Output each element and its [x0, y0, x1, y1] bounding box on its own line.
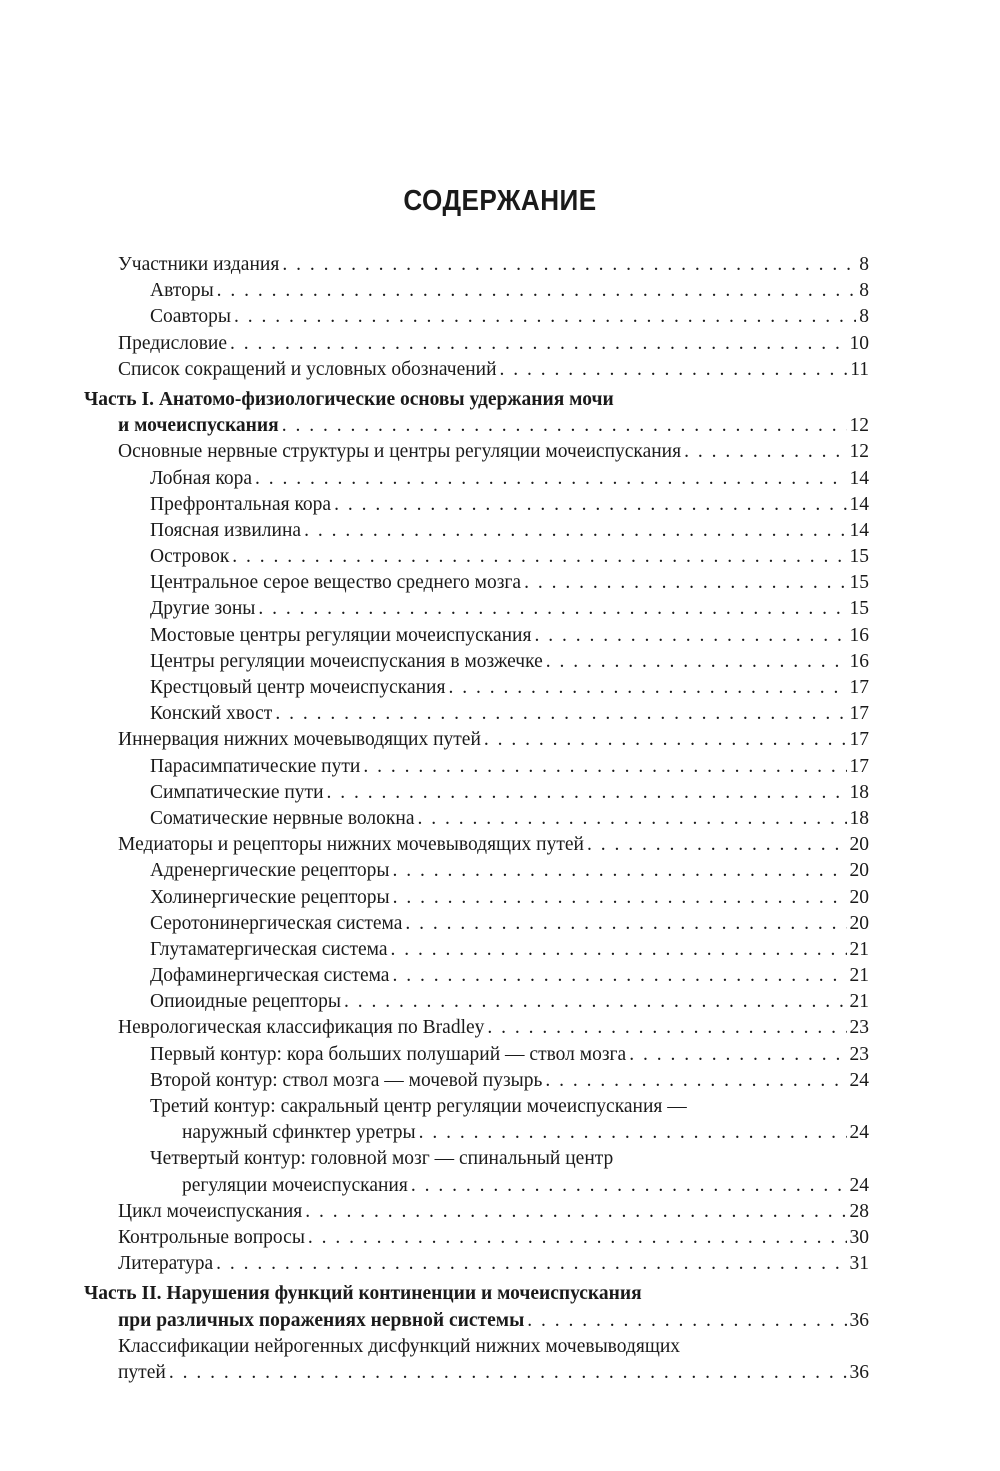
toc-entry-label: путей	[118, 1361, 166, 1383]
leader-dots	[534, 623, 846, 649]
toc-entry-label: Мостовые центры регуляции мочеиспускания	[150, 624, 532, 646]
toc-entry[interactable]	[0, 885, 1000, 911]
leader-dots	[327, 780, 847, 806]
toc-page-number: 16	[849, 650, 869, 672]
toc-entry[interactable]	[0, 1068, 1000, 1094]
toc-page-number: 8	[859, 306, 869, 328]
leader-dots	[234, 304, 856, 330]
toc-entry[interactable]	[0, 780, 1000, 806]
toc-entry-label: регуляции мочеиспускания	[182, 1174, 408, 1196]
toc-entry[interactable]	[0, 278, 1000, 304]
toc-entry[interactable]	[0, 806, 1000, 832]
leader-dots	[216, 1251, 846, 1277]
toc-entry-label: Третий контур: сакральный центр регуляции мочеиспускания —	[150, 1096, 687, 1117]
toc-page-number: 15	[849, 572, 869, 594]
toc-entry[interactable]	[0, 1042, 1000, 1068]
leader-dots	[405, 911, 846, 937]
toc-page-number: 8	[859, 280, 869, 302]
leader-dots	[419, 1120, 847, 1146]
leader-dots	[308, 1225, 847, 1251]
toc-entry[interactable]	[0, 623, 1000, 649]
leader-dots	[255, 466, 847, 492]
leader-dots	[363, 754, 846, 780]
toc-entry[interactable]	[0, 649, 1000, 675]
toc-entry-label: Соавторы	[150, 306, 231, 328]
toc-entry[interactable]	[0, 1146, 1000, 1172]
toc-page-number: 24	[849, 1069, 869, 1091]
toc-entry[interactable]	[0, 357, 1000, 383]
page-title: СОДЕРЖАНИЕ	[403, 185, 597, 218]
toc-entry[interactable]	[0, 675, 1000, 701]
leader-dots	[545, 1068, 846, 1094]
toc-entry-label: Иннервация нижних мочевыводящих путей	[118, 729, 481, 751]
leader-dots	[169, 1360, 847, 1386]
leader-dots	[258, 596, 846, 622]
toc-entry[interactable]	[0, 1199, 1000, 1225]
toc-entry[interactable]	[0, 727, 1000, 753]
toc-entry-label: Участники издания	[118, 254, 280, 275]
leader-dots	[487, 1015, 846, 1041]
toc-entry-cont[interactable]	[0, 1173, 1000, 1199]
leader-dots	[304, 518, 846, 544]
toc-page-number: 20	[849, 886, 869, 908]
toc-entry-label: Префронтальная кора	[150, 493, 332, 515]
toc-page-number: 20	[849, 860, 869, 882]
toc-page-number: 23	[849, 1017, 869, 1039]
toc-page-number: 21	[849, 938, 869, 960]
leader-dots	[587, 832, 847, 858]
leader-dots	[684, 439, 846, 465]
toc-page-number: 14	[849, 467, 869, 489]
toc-entry-label: Соматические нервные волокна	[150, 807, 415, 829]
toc-page-number: 28	[849, 1200, 869, 1222]
toc-entry[interactable]	[0, 1094, 1000, 1120]
toc-page-number: 8	[859, 254, 869, 275]
leader-dots	[232, 544, 846, 570]
toc-entry-label: Конский хвост	[150, 703, 273, 725]
toc-entry-label: Адренергические рецепторы	[150, 860, 390, 882]
toc-entry[interactable]	[0, 331, 1000, 357]
toc-entry[interactable]	[0, 832, 1000, 858]
toc-page-number: 12	[849, 441, 869, 463]
toc-entry-label: Опиоидные рецепторы	[150, 991, 341, 1013]
toc-page-number: 20	[849, 834, 869, 856]
toc-entry-label: Контрольные вопросы	[118, 1226, 305, 1248]
toc-entry-label: Второй контур: ствол мозга — мочевой пузырь	[150, 1069, 543, 1091]
toc-entry-cont[interactable]	[0, 1360, 1000, 1386]
toc-entry[interactable]	[0, 937, 1000, 963]
toc-part-heading[interactable]	[0, 387, 1000, 413]
toc-page-number: 17	[849, 729, 869, 751]
toc-entry-label: Дофаминергическая система	[150, 965, 390, 987]
toc-page-number: 24	[849, 1122, 869, 1144]
toc-page-number: 24	[849, 1174, 869, 1196]
toc-entry-label: Четвертый контур: головной мозг — спинальный центр	[150, 1148, 614, 1170]
toc-entry[interactable]	[0, 754, 1000, 780]
toc-page-number: 17	[849, 755, 869, 777]
toc-page-number: 21	[849, 965, 869, 987]
toc-page-number: 11	[850, 358, 869, 380]
toc-entry[interactable]	[0, 492, 1000, 518]
toc-entry[interactable]	[0, 858, 1000, 884]
leader-dots	[217, 278, 857, 304]
toc-page-number: 12	[849, 415, 869, 437]
leader-dots	[524, 570, 846, 596]
leader-dots	[334, 492, 846, 518]
toc-entry-label: Парасимпатические пути	[150, 755, 361, 777]
toc-page-number: 21	[849, 991, 869, 1013]
toc-entry-label: Классификации нейрогенных дисфункций нижних мочевыводящих	[118, 1335, 681, 1357]
toc-entry-cont[interactable]	[0, 1120, 1000, 1146]
leader-dots	[629, 1042, 846, 1068]
toc-entry-label: Центральное серое вещество среднего мозга	[150, 572, 522, 594]
leader-dots	[393, 885, 847, 911]
toc-entry-label: Часть I. Анатомо-физиологические основы удержания мочи	[84, 388, 614, 410]
toc-entry[interactable]	[0, 1251, 1000, 1277]
toc-entry-label: Авторы	[150, 280, 214, 302]
toc-entry-label: Цикл мочеиспускания	[118, 1200, 303, 1222]
toc-entry-label: Островок	[150, 546, 230, 568]
toc-entry-label: Глутаматергическая система	[150, 938, 388, 960]
toc-entry[interactable]	[0, 1015, 1000, 1041]
toc-page-number: 23	[849, 1043, 869, 1065]
toc-entry[interactable]	[0, 1334, 1000, 1360]
toc-entry[interactable]	[0, 518, 1000, 544]
toc-entry[interactable]	[0, 439, 1000, 465]
toc-entry[interactable]	[0, 466, 1000, 492]
leader-dots	[305, 1199, 846, 1225]
leader-dots	[546, 649, 847, 675]
toc-entry-label: при различных поражениях нервной системы	[118, 1309, 525, 1331]
toc-entry[interactable]	[0, 252, 1000, 278]
toc-entry-label: Неврологическая классификация по Bradley	[118, 1017, 485, 1039]
leader-dots	[448, 675, 846, 701]
toc-entry-label: Медиаторы и рецепторы нижних мочевыводящих путей	[118, 834, 584, 856]
toc-entry-label: Другие зоны	[150, 598, 256, 620]
leader-dots	[275, 701, 846, 727]
toc-entry[interactable]	[0, 963, 1000, 989]
toc-part-heading-cont[interactable]	[0, 413, 1000, 439]
toc-page-number: 36	[849, 1361, 869, 1383]
toc-entry-label: Симпатические пути	[150, 781, 324, 803]
toc-entry-label: Центры регуляции мочеиспускания в мозжечке	[150, 650, 543, 672]
toc-page-number: 20	[849, 912, 869, 934]
toc-part-heading-cont[interactable]	[0, 1308, 1000, 1334]
toc-page-number: 14	[849, 493, 869, 515]
toc-entry[interactable]	[0, 304, 1000, 330]
toc-page-number: 16	[849, 624, 869, 646]
toc-entry-label: Список сокращений и условных обозначений	[118, 358, 497, 380]
toc-entry-label: Холинергические рецепторы	[150, 886, 390, 908]
toc-page-number: 36	[849, 1309, 869, 1331]
toc-page-number: 14	[849, 519, 869, 541]
toc-entry-label: Часть II. Нарушения функций континенции и мочеиспускания	[84, 1283, 642, 1305]
toc-entry-label: Основные нервные структуры и центры регуляции мочеиспускания	[118, 441, 682, 463]
leader-dots	[282, 252, 856, 278]
toc-page-number: 18	[849, 781, 869, 803]
toc-entry[interactable]	[0, 570, 1000, 596]
leader-dots	[344, 989, 847, 1015]
toc-entry[interactable]	[0, 1225, 1000, 1251]
toc-entry-label: Литература	[118, 1253, 214, 1275]
toc-entry[interactable]	[0, 911, 1000, 937]
toc-page-number: 15	[849, 598, 869, 620]
toc-entry[interactable]	[0, 701, 1000, 727]
toc-entry-label: Серотонинергическая система	[150, 912, 403, 934]
toc-entry-label: Первый контур: кора больших полушарий — ствол мозга	[150, 1043, 627, 1065]
toc-entry-label: Предисловие	[118, 332, 228, 354]
table-of-contents	[0, 252, 1000, 1386]
toc-page-number: 31	[849, 1253, 869, 1275]
toc-page-number: 30	[849, 1226, 869, 1248]
leader-dots	[391, 937, 847, 963]
toc-page-number: 18	[849, 807, 869, 829]
toc-entry-label: и мочеиспускания	[118, 415, 279, 437]
toc-entry-label: Крестцовый центр мочеиспускания	[150, 677, 446, 698]
leader-dots	[393, 858, 847, 884]
toc-page-number: 15	[849, 546, 869, 568]
toc-page-number: 17	[849, 677, 869, 698]
toc-entry-label: Лобная кора	[150, 467, 252, 489]
toc-entry[interactable]	[0, 544, 1000, 570]
toc-page-number: 10	[849, 332, 869, 354]
toc-part-heading[interactable]	[0, 1281, 1000, 1307]
leader-dots	[500, 357, 848, 383]
toc-entry-label: наружный сфинктер уретры	[182, 1122, 416, 1144]
toc-entry[interactable]	[0, 989, 1000, 1015]
leader-dots	[417, 806, 846, 832]
leader-dots	[527, 1308, 846, 1334]
toc-page-number: 17	[849, 703, 869, 725]
leader-dots	[484, 727, 847, 753]
toc-entry-label: Поясная извилина	[150, 519, 302, 541]
leader-dots	[392, 963, 846, 989]
leader-dots	[411, 1173, 847, 1199]
leader-dots	[282, 413, 847, 439]
toc-entry[interactable]	[0, 596, 1000, 622]
leader-dots	[230, 331, 846, 357]
